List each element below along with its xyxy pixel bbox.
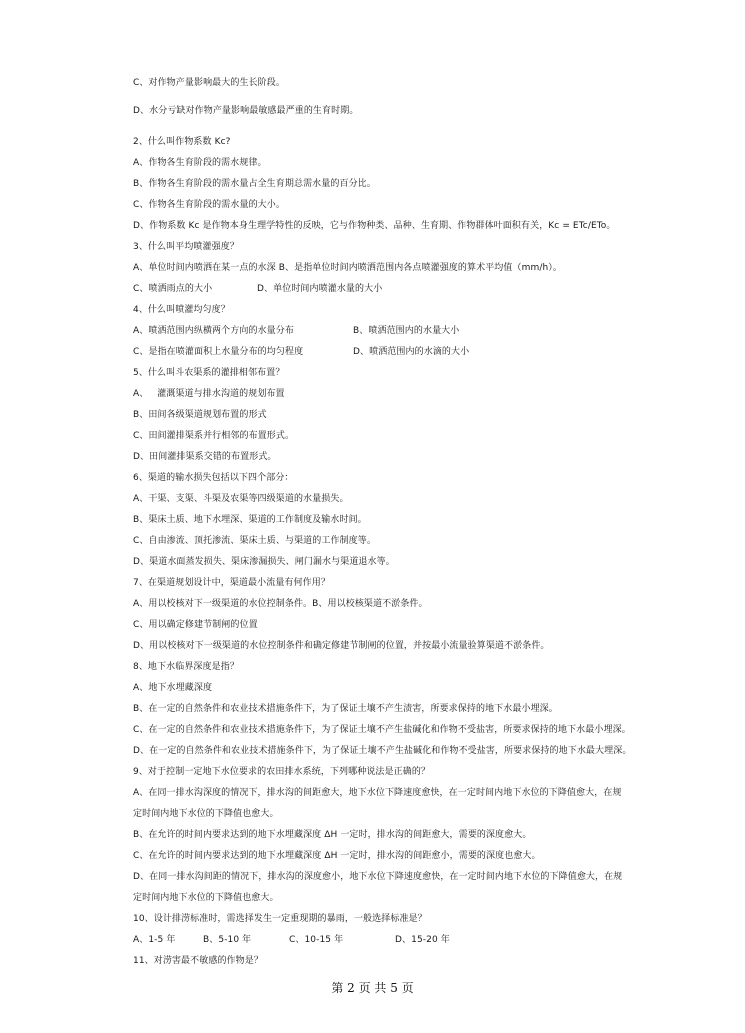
question-title: 7、在渠道规划设计中，渠道最小流量有何作用？: [133, 578, 330, 588]
text-line: B、田间各级渠道规划布置的形式: [133, 410, 267, 420]
text-line: D、水分亏缺对作物产量影响最敏感最严重的生育时期。: [133, 106, 359, 116]
option-c: C、是指在喷灌面积上水量分布的均匀程度: [133, 347, 304, 357]
text-line: D、用以校核对下一级渠道的水位控制条件和确定修建节制闸的位置，并按最小流量验算渠道不淤条件。: [133, 641, 550, 651]
option-a: A、喷洒范围内纵横两个方向的水量分布: [133, 326, 294, 336]
option-d: D、单位时间内喷灌水量的大小: [257, 284, 383, 294]
text-line: D、田间灌排渠系交错的布置形式。: [133, 452, 277, 462]
text-line: D、在一定的自然条件和农业技术措施条件下，为了保证土壤不产生盐碱化和作物不受盐害，所要求保持的地下水最大埋深。: [133, 746, 632, 756]
question-title: 5、什么叫斗农渠系的灌排相邻布置？: [133, 368, 285, 378]
text-line: A、作物各生育阶段的需水规律。: [133, 158, 267, 168]
text-line: C、自由渗流、顶托渗流、渠床土质、与渠道的工作制度等。: [133, 536, 376, 546]
text-line: A、地下水埋藏深度: [133, 683, 213, 693]
option-row: [133, 347, 678, 357]
text-line: 定时间内地下水位的下降值也愈大。: [133, 893, 279, 903]
option-b: B、5-10 年: [203, 935, 252, 945]
text-line: C、用以确定修建节制闸的位置: [133, 620, 258, 630]
page-footer: 第 2 页 共 5 页: [331, 981, 414, 995]
option-d: D、喷洒范围内的水滴的大小: [353, 347, 470, 357]
text-line: C、在一定的自然条件和农业技术措施条件下，为了保证土壤不产生盐碱化和作物不受盐害，所要求保持的地下水最小埋深。: [133, 725, 631, 735]
question-title: 8、地下水临界深度是指？: [133, 662, 239, 672]
text-line: 定时间内地下水位的下降值也愈大。: [133, 809, 279, 819]
text-line: A、干渠、支渠、斗渠及农渠等四级渠道的水量损失。: [133, 494, 349, 504]
question-title: 2、什么叫作物系数 Kc?: [133, 137, 231, 147]
text-line: A、在同一排水沟深度的情况下，排水沟的间距愈大，地下水位下降速度愈快，在一定时间内地下水位的下降值愈大，在规: [133, 788, 622, 798]
option-a: A、1-5 年: [133, 935, 176, 945]
option-c: C、10-15 年: [289, 935, 344, 945]
option-row: [133, 326, 678, 336]
text-line: C、田间灌排渠系并行相邻的布置形式。: [133, 431, 295, 441]
question-content: [133, 75, 678, 966]
option-b: B、喷洒范围内的水量大小: [353, 326, 460, 336]
option-row: [133, 935, 678, 945]
text-line: C、对作物产量影响最大的生长阶段。: [133, 78, 285, 88]
text-line: A、 灌溉渠道与排水沟道的规划布置: [133, 389, 285, 399]
text-line: D、在同一排水沟间距的情况下，排水沟的深度愈小，地下水位下降速度愈快，在一定时间内地下水位的下降值愈大，在规: [133, 872, 623, 882]
option-c: C、喷洒雨点的大小: [133, 284, 213, 294]
question-title: 11、对涝害最不敏感的作物是？: [133, 956, 263, 966]
text-line: C、作物各生育阶段的需水量的大小。: [133, 200, 285, 210]
text-line: D、作物系数 Kc 是作物本身生理学特性的反映，它与作物种类、品种、生育期、作物群体叶面积有关，Kc = ETc/ETo。: [133, 221, 616, 231]
question-title: 3、什么叫平均喷灌强度？: [133, 242, 239, 252]
text-line: B、在允许的时间内要求达到的地下水埋藏深度 ΔH 一定时，排水沟的间距愈大，需要的深度愈大。: [133, 830, 532, 840]
question-title: 10、设计排涝标准时，需选择发生一定重现期的暴雨，一般选择标准是？: [133, 914, 427, 924]
text-line: D、渠道水面蒸发损失、渠床渗漏损失、闸门漏水与渠道退水等。: [133, 557, 395, 567]
text-line: A、用以校核对下一级渠道的水位控制条件。B、用以校核渠道不淤条件。: [133, 599, 428, 609]
text-line: B、作物各生育阶段的需水量占全生育期总需水量的百分比。: [133, 179, 376, 189]
option-row: [133, 284, 678, 294]
text-line: B、渠床土质、地下水埋深、渠道的工作制度及输水时间。: [133, 515, 367, 525]
option-d: D、15-20 年: [395, 935, 450, 945]
text-line: A、单位时间内喷洒在某一点的水深 B、是指单位时间内喷洒范围内各点喷灌强度的算术平均值（mm/h）。: [133, 263, 562, 273]
question-title: 4、什么叫喷灌均匀度？: [133, 305, 230, 315]
text-line: B、在一定的自然条件和农业技术措施条件下，为了保证土壤不产生渍害，所要求保持的地下水最小埋深。: [133, 704, 558, 714]
question-title: 9、对于控制一定地下水位要求的农田排水系统，下列哪种说法是正确的？: [133, 767, 431, 777]
question-title: 6、渠道的输水损失包括以下四个部分：: [133, 473, 294, 483]
text-line: C、在允许的时间内要求达到的地下水埋藏深度 ΔH 一定时，排水沟的间距愈小，需要的深度也愈大。: [133, 851, 541, 861]
